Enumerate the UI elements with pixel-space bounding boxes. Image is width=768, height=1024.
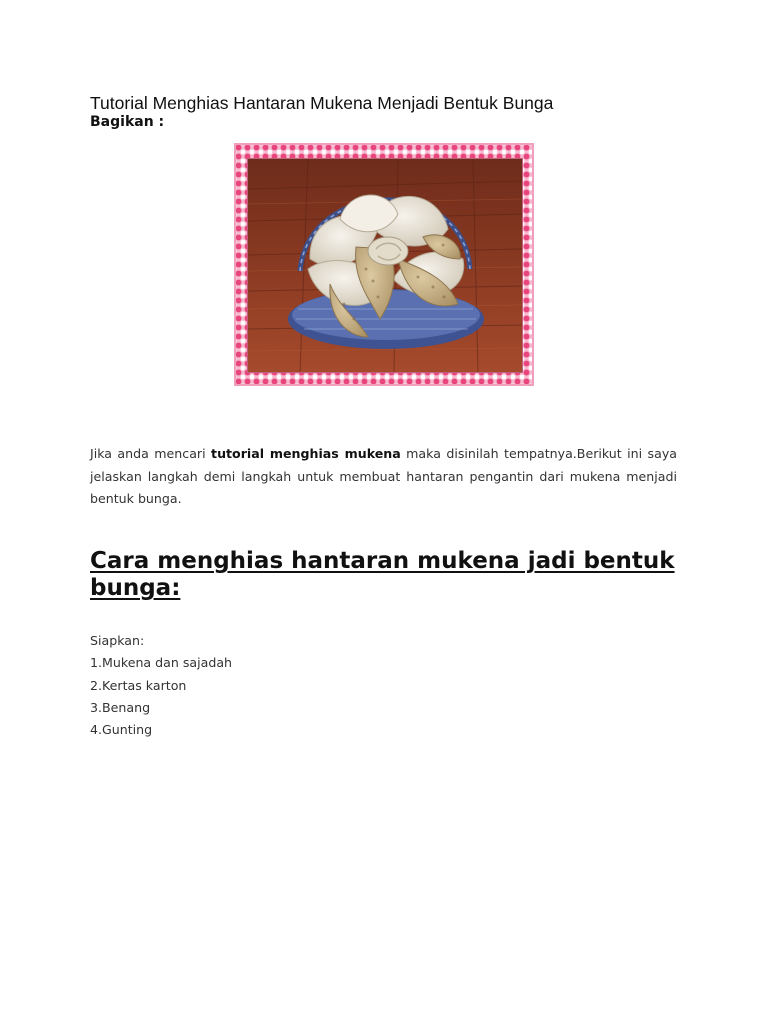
section-heading: Cara menghias hantaran mukena jadi bentuk bunga: bbox=[90, 548, 675, 601]
prep-list-item: 3.Benang bbox=[90, 700, 151, 715]
prep-label: Siapkan: bbox=[90, 633, 145, 648]
prep-list-item: 4.Gunting bbox=[90, 722, 153, 737]
photo-frame bbox=[234, 143, 534, 386]
prep-list-item: 2.Kertas karton bbox=[90, 678, 187, 693]
intro-text-after: maka disinilah tempatnya.Berikut ini saya jelaskan langkah demi langkah untuk membuat hantaran pengantin dari mukena menjadi bentuk bunga. bbox=[90, 446, 677, 506]
intro-text-before: Jika anda mencari bbox=[90, 446, 212, 461]
intro-bold-link: tutorial menghias mukena bbox=[211, 446, 401, 461]
hantaran-mukena-photo bbox=[247, 158, 523, 373]
intro-paragraph bbox=[90, 443, 677, 511]
document-title: Tutorial Menghias Hantaran Mukena Menjadi Bentuk Bunga bbox=[90, 93, 554, 113]
share-label: Bagikan : bbox=[90, 114, 165, 130]
prep-list-item: 1.Mukena dan sajadah bbox=[90, 655, 233, 670]
flower-basket-illustration bbox=[248, 159, 522, 372]
